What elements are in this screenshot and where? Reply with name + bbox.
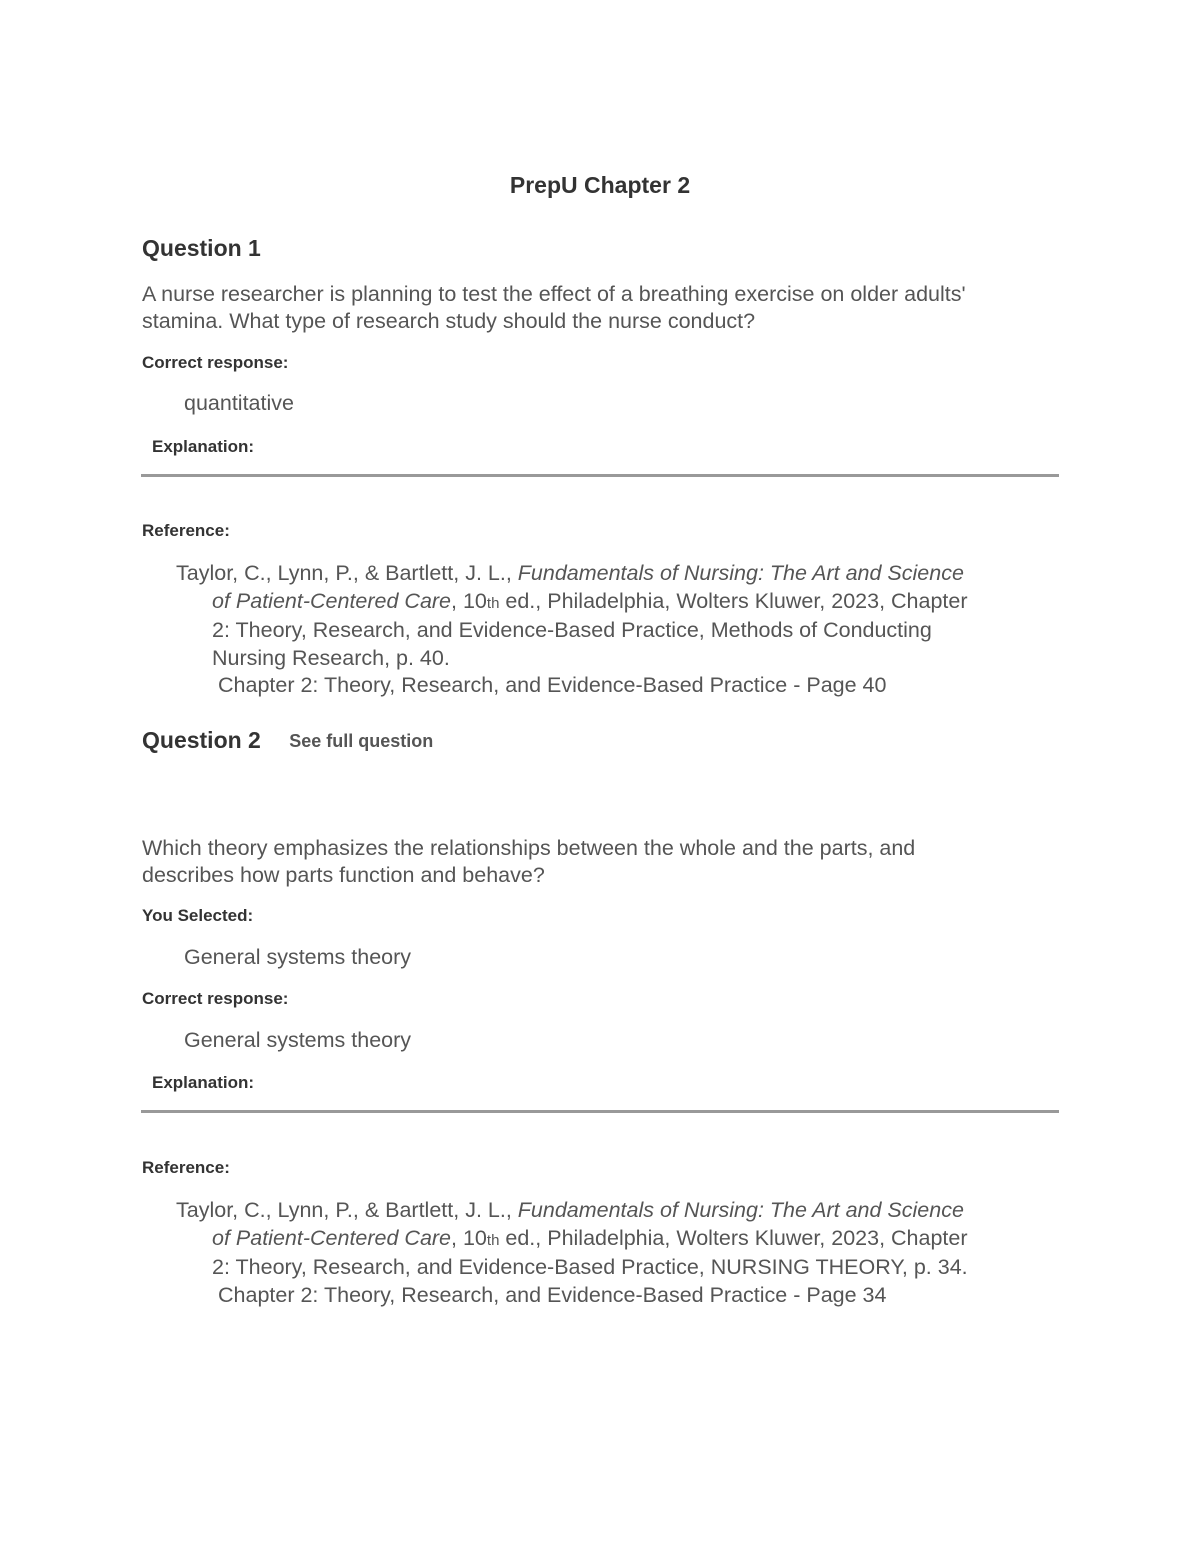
question-1-heading: Question 1: [142, 235, 261, 261]
reference-line: [176, 588, 968, 618]
reference-edition: , 10: [451, 588, 487, 613]
reference-book-title: of Patient-Centered Care: [212, 1225, 452, 1250]
question-1-prompt-line: stamina. What type of research study should the nurse conduct?: [142, 309, 756, 333]
question-2-selected-answer: General systems theory: [184, 945, 412, 969]
question-1-prompt: [142, 281, 966, 335]
question-2-reference-label: Reference:: [142, 1158, 230, 1177]
reference-line: 2: Theory, Research, and Evidence-Based Practice, Methods of Conducting: [212, 618, 932, 642]
question-2-divider: [141, 1110, 1059, 1113]
question-1-reference: [176, 560, 968, 700]
question-1-correct-answer: quantitative: [184, 391, 294, 415]
page-title: PrepU Chapter 2: [509, 172, 691, 198]
reference-chapter-link[interactable]: Chapter 2: Theory, Research, and Evidence-Based Practice - Page 40: [218, 673, 887, 697]
question-1-divider: [141, 474, 1059, 477]
question-2-prompt-line: describes how parts function and behave?: [142, 863, 545, 887]
question-2-explanation-label: Explanation:: [152, 1073, 255, 1092]
reference-line: [176, 560, 968, 588]
reference-chapter-link[interactable]: Chapter 2: Theory, Research, and Evidence-Based Practice - Page 34: [218, 1282, 887, 1307]
question-1-correct-label: Correct response:: [142, 353, 289, 372]
reference-authors: Taylor, C., Lynn, P., & Bartlett, J. L.,: [176, 561, 518, 585]
reference-line: Nursing Research, p. 40.: [212, 645, 450, 670]
question-2-prompt: [142, 835, 915, 889]
reference-book-title: of Patient-Centered Care: [212, 588, 452, 613]
reference-book-title: Fundamentals of Nursing: The Art and Science: [517, 561, 964, 585]
reference-edition-suffix: th: [486, 594, 500, 612]
reference-authors: Taylor, C., Lynn, P., & Bartlett, J. L.,: [176, 1198, 518, 1222]
reference-line: [176, 1197, 968, 1225]
reference-publisher: ed., Philadelphia, Wolters Kluwer, 2023, Chapter: [499, 588, 968, 613]
question-1-prompt-line: A nurse researcher is planning to test the effect of a breathing exercise on older adults': [142, 282, 966, 306]
reference-edition: , 10: [451, 1225, 487, 1250]
question-2-correct-answer: General systems theory: [184, 1028, 412, 1052]
question-2-heading: Question 2: [142, 727, 261, 753]
reference-book-title: Fundamentals of Nursing: The Art and Science: [517, 1198, 964, 1222]
reference-line: 2: Theory, Research, and Evidence-Based Practice, NURSING THEORY, p. 34.: [212, 1255, 968, 1279]
question-2-reference: [176, 1197, 968, 1309]
reference-line: [176, 1225, 968, 1255]
reference-edition-suffix: th: [486, 1231, 500, 1249]
see-full-question-link[interactable]: See full question: [289, 731, 434, 751]
question-2-heading-row: [142, 727, 433, 754]
reference-publisher: ed., Philadelphia, Wolters Kluwer, 2023, Chapter: [499, 1225, 968, 1250]
question-2-correct-label: Correct response:: [142, 989, 289, 1008]
question-1-explanation-label: Explanation:: [152, 437, 255, 456]
question-2-selected-label: You Selected:: [142, 906, 254, 925]
question-1-reference-label: Reference:: [142, 521, 230, 540]
question-2-prompt-line: Which theory emphasizes the relationships between the whole and the parts, and: [142, 836, 916, 860]
